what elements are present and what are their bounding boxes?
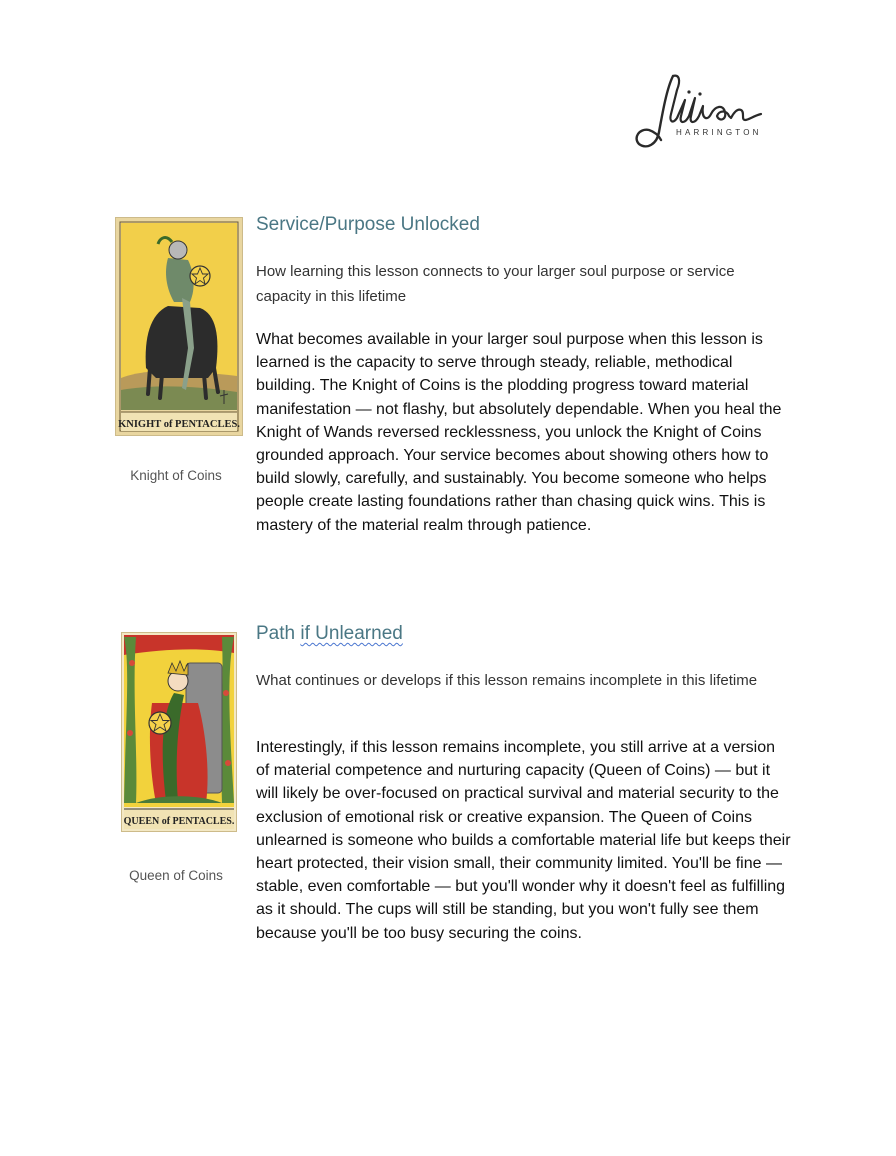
section-subheading: How learning this lesson connects to your larger soul purpose or service capacity in this lifetime	[256, 263, 735, 305]
section-body: Interestingly, if this lesson remains incomplete, you still arrive at a version of material competence and nurturing capacity (Queen of Coins) — but it will likely be over-focused on practical survival and material security to the exclusion of emotional risk or creative expansion. The Queen of Coins unlearned is someone who builds a comfortable material life but keeps their heart protected, their vision small, their community limited. You'll be fine — stable, even comfortable — but you'll wonder why it doesn't feel as fulfilling as it should. The cups will still be standing, but you won't fully see them because you'll be too busy securing the coins.	[256, 739, 791, 942]
heading-part-path: Path	[256, 623, 301, 644]
section-subheading: What continues or develops if this lesson remains incomplete in this lifetime	[256, 672, 758, 689]
card-label: QUEEN of PENTACLES.	[123, 816, 235, 827]
section-body: What becomes available in your larger soul purpose when this lesson is learned is the capacity to serve through steady, reliable, methodical building. The Knight of Coins is the plodding progress toward material manifestation — not flashy, but absolutely dependable. When you heal the Knight of Wands reversed recklessness, you unlock the Knight of Coins grounded approach. Your service becomes about showing others how to build slowly, carefully, and sustainably. You become someone who helps people create lasting foundations rather than chasing quick wins. This is mastery of the material realm through patience.	[256, 331, 782, 534]
brand-logo	[633, 70, 783, 154]
card-label: KNIGHT of PENTACLES.	[118, 419, 240, 430]
heading-part-unlearned: if Unlearned	[300, 623, 403, 644]
section-heading: Service/Purpose Unlocked	[256, 214, 480, 235]
queen-of-pentacles-card-image	[121, 632, 237, 832]
signature-logo-icon	[633, 70, 783, 154]
knight-of-pentacles-card-image	[115, 217, 243, 436]
card-caption: Queen of Coins	[129, 868, 223, 883]
section-heading	[256, 623, 403, 645]
card-caption: Knight of Coins	[130, 468, 222, 483]
logo-subtext: HARRINGTON	[676, 128, 762, 137]
